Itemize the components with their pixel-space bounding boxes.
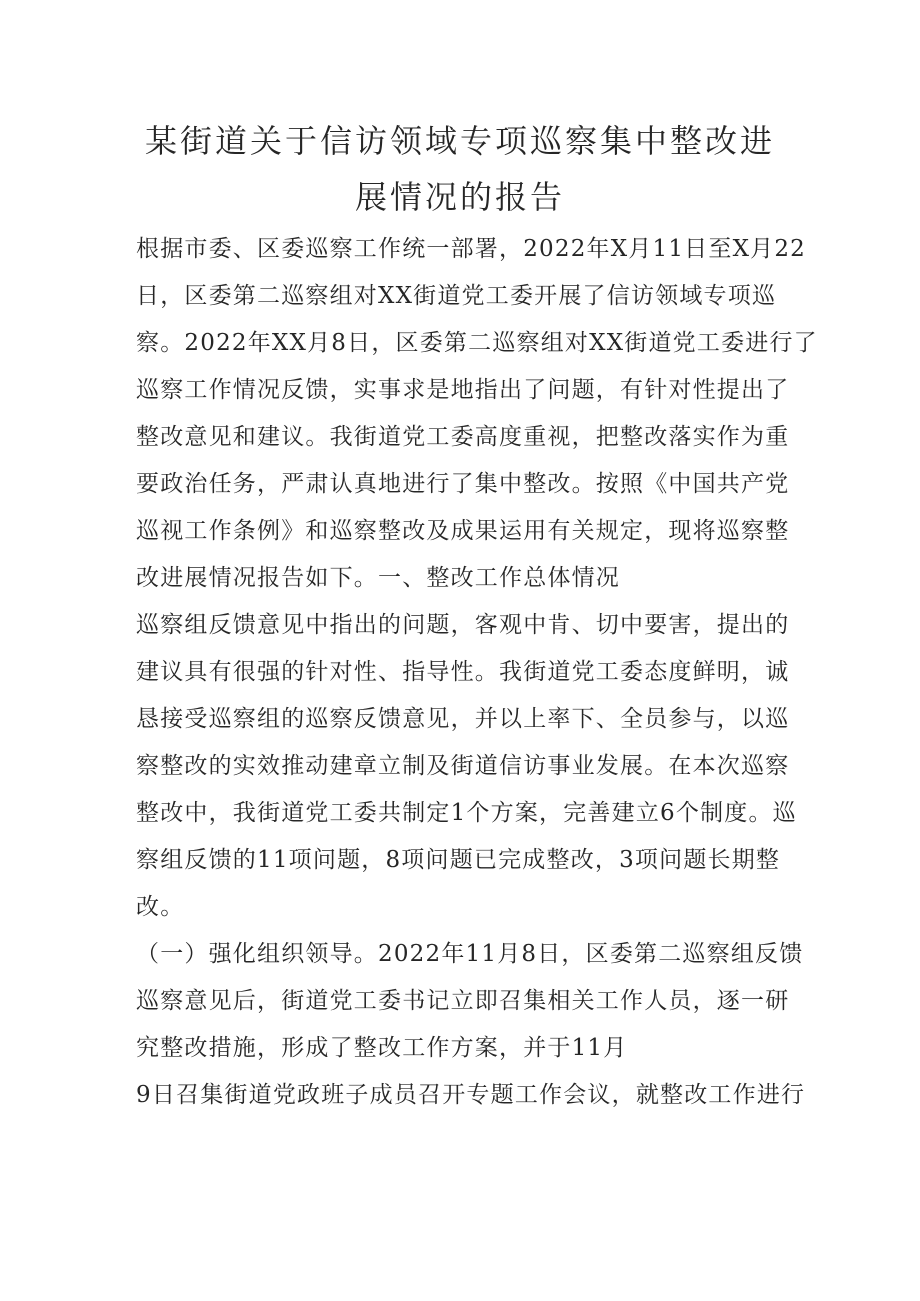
body-line: 日，区委第二巡察组对XX街道党工委开展了信访领域专项巡	[136, 283, 777, 309]
body-line: 改进展情况报告如下。一、整改工作总体情况	[136, 565, 620, 591]
body-line: 改。	[136, 894, 185, 920]
body-line: 根据市委、区委巡察工作统一部署，2022年X月11日至X月22	[136, 236, 807, 262]
body-line: 9日召集街道党政班子成员召开专题工作会议，就整改工作进行	[136, 1082, 806, 1108]
body-line: 察。2022年XX月8日，区委第二巡察组对XX街道党工委进行了	[136, 330, 818, 356]
document-title-line-2: 展情况的报告	[354, 178, 565, 216]
body-line: 究整改措施，形成了整改工作方案，并于11月	[136, 1035, 628, 1061]
body-line: 巡察工作情况反馈，实事求是地指出了问题，有针对性提出了	[136, 377, 790, 403]
body-line: 巡视工作条例》和巡察整改及成果运用有关规定，现将巡察整	[136, 518, 790, 544]
body-line: 建议具有很强的针对性、指导性。我街道党工委态度鲜明，诚	[136, 659, 790, 685]
body-line: 整改中，我街道党工委共制定1个方案，完善建立6个制度。巡	[136, 800, 797, 826]
body-line: 恳接受巡察组的巡察反馈意见，并以上率下、全员参与，以巡	[136, 706, 790, 732]
body-line: （一）强化组织领导。2022年11月8日，区委第二巡察组反馈	[136, 941, 804, 967]
document-title-line-1: 某街道关于信访领域专项巡察集中整改进	[144, 122, 775, 160]
body-line: 巡察组反馈意见中指出的问题，客观中肯、切中要害，提出的	[136, 612, 790, 638]
body-line: 察整改的实效推动建章立制及街道信访事业发展。在本次巡察	[136, 753, 790, 779]
body-line: 察组反馈的11项问题，8项问题已完成整改，3项问题长期整	[136, 847, 781, 873]
body-line: 要政治任务，严肃认真地进行了集中整改。按照《中国共产党	[136, 471, 790, 497]
body-line: 巡察意见后，街道党工委书记立即召集相关工作人员，逐一研	[136, 988, 790, 1014]
body-line: 整改意见和建议。我街道党工委高度重视，把整改落实作为重	[136, 424, 790, 450]
